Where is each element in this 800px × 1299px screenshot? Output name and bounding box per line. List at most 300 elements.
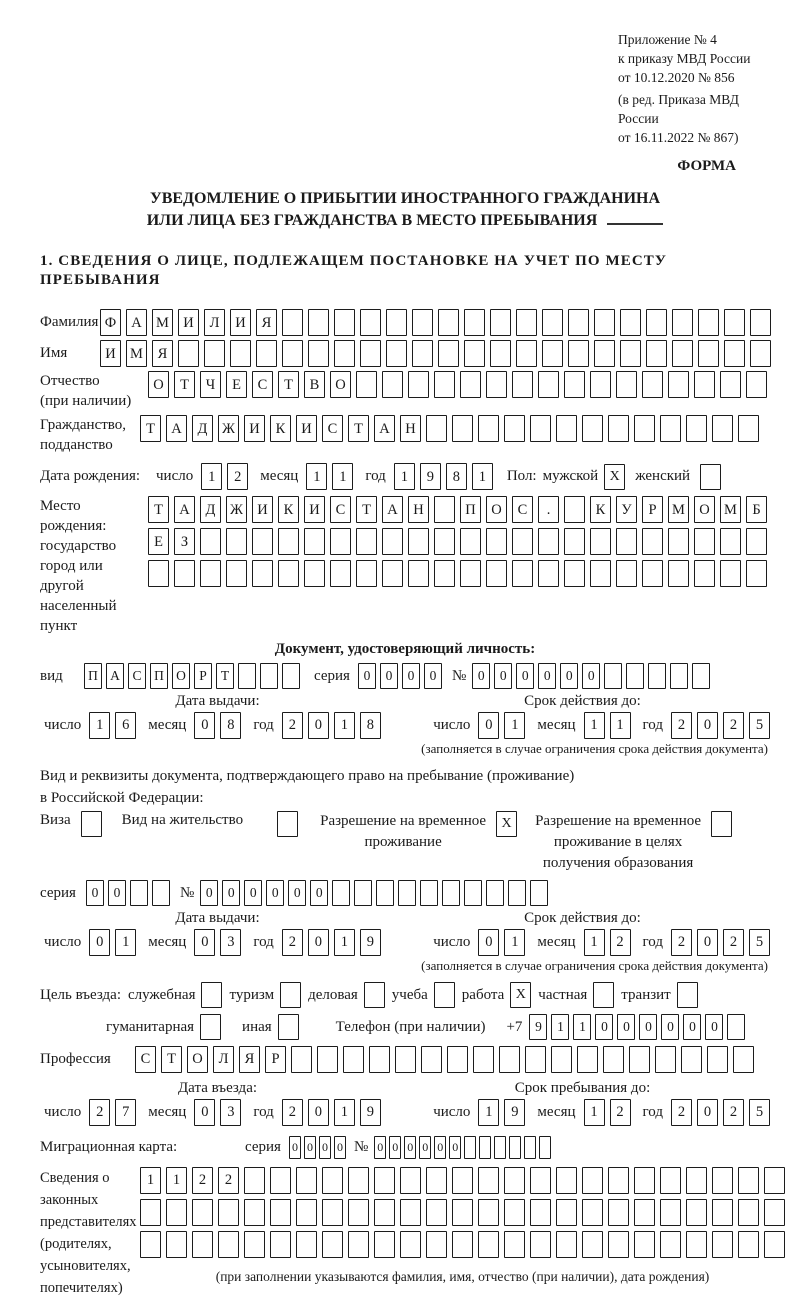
char-box[interactable]: [348, 1167, 369, 1194]
char-box[interactable]: 1: [551, 1014, 569, 1040]
char-box[interactable]: 7: [115, 1099, 136, 1126]
char-box[interactable]: [590, 528, 611, 555]
char-box[interactable]: [369, 1046, 390, 1073]
char-box[interactable]: Р: [265, 1046, 286, 1073]
char-box[interactable]: [564, 371, 585, 398]
char-box[interactable]: [322, 1231, 343, 1258]
char-box[interactable]: [524, 1136, 536, 1159]
char-box[interactable]: [332, 880, 350, 906]
char-box[interactable]: [174, 560, 195, 587]
char-box[interactable]: [426, 1167, 447, 1194]
purpose-humanitarian-checkbox[interactable]: [200, 1014, 221, 1040]
char-box[interactable]: [686, 1199, 707, 1226]
char-box[interactable]: [479, 1136, 491, 1159]
char-box[interactable]: Я: [239, 1046, 260, 1073]
char-box[interactable]: [291, 1046, 312, 1073]
char-box[interactable]: 0: [308, 712, 329, 739]
char-box[interactable]: [712, 1199, 733, 1226]
char-box[interactable]: [720, 371, 741, 398]
char-box[interactable]: [668, 528, 689, 555]
char-box[interactable]: К: [270, 415, 291, 442]
char-box[interactable]: [642, 371, 663, 398]
char-box[interactable]: [218, 1199, 239, 1226]
char-box[interactable]: [707, 1046, 728, 1073]
char-box[interactable]: [604, 663, 622, 689]
char-box[interactable]: 0: [449, 1136, 461, 1159]
char-box[interactable]: [686, 1167, 707, 1194]
char-box[interactable]: К: [278, 496, 299, 523]
char-box[interactable]: [499, 1046, 520, 1073]
char-box[interactable]: [442, 880, 460, 906]
char-box[interactable]: [764, 1199, 785, 1226]
char-box[interactable]: 8: [360, 712, 381, 739]
char-box[interactable]: [504, 1199, 525, 1226]
char-box[interactable]: И: [178, 309, 199, 336]
char-box[interactable]: [608, 1199, 629, 1226]
purpose-tourism-checkbox[interactable]: [280, 982, 301, 1008]
char-box[interactable]: [252, 528, 273, 555]
char-box[interactable]: [648, 663, 666, 689]
char-box[interactable]: 2: [89, 1099, 110, 1126]
char-box[interactable]: 2: [282, 712, 303, 739]
char-box[interactable]: [698, 309, 719, 336]
char-box[interactable]: [660, 415, 681, 442]
purpose-transit-checkbox[interactable]: [677, 982, 698, 1008]
char-box[interactable]: 0: [639, 1014, 657, 1040]
char-box[interactable]: [692, 663, 710, 689]
char-box[interactable]: [608, 1167, 629, 1194]
char-box[interactable]: [464, 309, 485, 336]
char-box[interactable]: [447, 1046, 468, 1073]
char-box[interactable]: Л: [204, 309, 225, 336]
char-box[interactable]: [270, 1231, 291, 1258]
char-box[interactable]: 0: [86, 880, 104, 906]
char-box[interactable]: 2: [218, 1167, 239, 1194]
char-box[interactable]: [408, 528, 429, 555]
char-box[interactable]: [478, 1231, 499, 1258]
char-box[interactable]: И: [100, 340, 121, 367]
char-box[interactable]: [508, 880, 526, 906]
char-box[interactable]: [490, 309, 511, 336]
char-box[interactable]: [360, 340, 381, 367]
purpose-other-checkbox[interactable]: [278, 1014, 299, 1040]
char-box[interactable]: 1: [306, 463, 327, 490]
char-box[interactable]: 0: [374, 1136, 386, 1159]
char-box[interactable]: [509, 1136, 521, 1159]
char-box[interactable]: П: [460, 496, 481, 523]
char-box[interactable]: [356, 371, 377, 398]
char-box[interactable]: С: [135, 1046, 156, 1073]
char-box[interactable]: [421, 1046, 442, 1073]
char-box[interactable]: [408, 560, 429, 587]
char-box[interactable]: Т: [216, 663, 234, 689]
char-box[interactable]: 0: [516, 663, 534, 689]
char-box[interactable]: [634, 1231, 655, 1258]
char-box[interactable]: 9: [420, 463, 441, 490]
char-box[interactable]: [642, 560, 663, 587]
char-box[interactable]: [296, 1199, 317, 1226]
char-box[interactable]: [568, 309, 589, 336]
char-box[interactable]: [282, 309, 303, 336]
char-box[interactable]: 1: [584, 929, 605, 956]
char-box[interactable]: 0: [434, 1136, 446, 1159]
char-box[interactable]: Ч: [200, 371, 221, 398]
char-box[interactable]: 1: [478, 1099, 499, 1126]
char-box[interactable]: И: [230, 309, 251, 336]
char-box[interactable]: 2: [723, 929, 744, 956]
char-box[interactable]: П: [150, 663, 168, 689]
char-box[interactable]: [556, 1199, 577, 1226]
char-box[interactable]: [226, 560, 247, 587]
char-box[interactable]: [178, 340, 199, 367]
char-box[interactable]: 0: [697, 1099, 718, 1126]
char-box[interactable]: 2: [610, 929, 631, 956]
char-box[interactable]: [166, 1199, 187, 1226]
char-box[interactable]: [452, 1167, 473, 1194]
purpose-study-checkbox[interactable]: [434, 982, 455, 1008]
char-box[interactable]: [616, 560, 637, 587]
char-box[interactable]: [473, 1046, 494, 1073]
char-box[interactable]: [542, 340, 563, 367]
char-box[interactable]: [398, 880, 416, 906]
char-box[interactable]: [296, 1167, 317, 1194]
char-box[interactable]: [616, 528, 637, 555]
char-box[interactable]: [438, 309, 459, 336]
char-box[interactable]: [660, 1199, 681, 1226]
char-box[interactable]: 1: [584, 1099, 605, 1126]
temp-residence-checkbox[interactable]: X: [496, 811, 517, 837]
char-box[interactable]: [712, 415, 733, 442]
char-box[interactable]: М: [126, 340, 147, 367]
char-box[interactable]: 0: [334, 1136, 346, 1159]
char-box[interactable]: А: [106, 663, 124, 689]
char-box[interactable]: [750, 340, 771, 367]
char-box[interactable]: [434, 496, 455, 523]
char-box[interactable]: 0: [424, 663, 442, 689]
char-box[interactable]: [478, 1167, 499, 1194]
char-box[interactable]: А: [166, 415, 187, 442]
char-box[interactable]: [582, 415, 603, 442]
char-box[interactable]: И: [304, 496, 325, 523]
char-box[interactable]: [551, 1046, 572, 1073]
char-box[interactable]: [626, 663, 644, 689]
char-box[interactable]: 1: [332, 463, 353, 490]
char-box[interactable]: [412, 340, 433, 367]
char-box[interactable]: [564, 528, 585, 555]
char-box[interactable]: 0: [705, 1014, 723, 1040]
char-box[interactable]: 0: [108, 880, 126, 906]
char-box[interactable]: [608, 415, 629, 442]
char-box[interactable]: 0: [304, 1136, 316, 1159]
char-box[interactable]: [530, 1199, 551, 1226]
char-box[interactable]: [192, 1199, 213, 1226]
char-box[interactable]: [400, 1231, 421, 1258]
char-box[interactable]: [460, 560, 481, 587]
char-box[interactable]: [556, 1167, 577, 1194]
char-box[interactable]: З: [174, 528, 195, 555]
char-box[interactable]: Т: [148, 496, 169, 523]
char-box[interactable]: [356, 560, 377, 587]
char-box[interactable]: [478, 1199, 499, 1226]
char-box[interactable]: 5: [749, 1099, 770, 1126]
sex-female-checkbox[interactable]: [700, 464, 721, 490]
char-box[interactable]: [646, 309, 667, 336]
char-box[interactable]: [395, 1046, 416, 1073]
char-box[interactable]: 1: [610, 712, 631, 739]
char-box[interactable]: 2: [282, 1099, 303, 1126]
char-box[interactable]: [244, 1199, 265, 1226]
char-box[interactable]: [400, 1199, 421, 1226]
char-box[interactable]: [452, 1231, 473, 1258]
char-box[interactable]: [530, 1167, 551, 1194]
char-box[interactable]: [434, 528, 455, 555]
char-box[interactable]: [681, 1046, 702, 1073]
char-box[interactable]: [218, 1231, 239, 1258]
char-box[interactable]: [464, 880, 482, 906]
char-box[interactable]: Р: [642, 496, 663, 523]
char-box[interactable]: [426, 1199, 447, 1226]
char-box[interactable]: [516, 309, 537, 336]
char-box[interactable]: О: [172, 663, 190, 689]
char-box[interactable]: [460, 528, 481, 555]
char-box[interactable]: [590, 371, 611, 398]
char-box[interactable]: 1: [584, 712, 605, 739]
char-box[interactable]: [374, 1167, 395, 1194]
char-box[interactable]: 0: [380, 663, 398, 689]
char-box[interactable]: М: [668, 496, 689, 523]
char-box[interactable]: [746, 560, 767, 587]
char-box[interactable]: [733, 1046, 754, 1073]
char-box[interactable]: [330, 560, 351, 587]
char-box[interactable]: К: [590, 496, 611, 523]
char-box[interactable]: [577, 1046, 598, 1073]
char-box[interactable]: 0: [661, 1014, 679, 1040]
char-box[interactable]: [374, 1231, 395, 1258]
char-box[interactable]: [738, 1231, 759, 1258]
char-box[interactable]: 1: [334, 1099, 355, 1126]
char-box[interactable]: [616, 371, 637, 398]
char-box[interactable]: [322, 1167, 343, 1194]
char-box[interactable]: [538, 528, 559, 555]
char-box[interactable]: [556, 1231, 577, 1258]
char-box[interactable]: [192, 1231, 213, 1258]
char-box[interactable]: 2: [671, 712, 692, 739]
char-box[interactable]: [374, 1199, 395, 1226]
char-box[interactable]: Л: [213, 1046, 234, 1073]
char-box[interactable]: Ж: [226, 496, 247, 523]
char-box[interactable]: [354, 880, 372, 906]
char-box[interactable]: [464, 340, 485, 367]
char-box[interactable]: [282, 340, 303, 367]
char-box[interactable]: 0: [308, 1099, 329, 1126]
char-box[interactable]: 2: [671, 929, 692, 956]
char-box[interactable]: 0: [402, 663, 420, 689]
char-box[interactable]: Ж: [218, 415, 239, 442]
char-box[interactable]: С: [252, 371, 273, 398]
char-box[interactable]: [486, 371, 507, 398]
char-box[interactable]: А: [374, 415, 395, 442]
char-box[interactable]: .: [538, 496, 559, 523]
char-box[interactable]: О: [694, 496, 715, 523]
char-box[interactable]: [629, 1046, 650, 1073]
char-box[interactable]: 0: [266, 880, 284, 906]
char-box[interactable]: [486, 528, 507, 555]
char-box[interactable]: [420, 880, 438, 906]
char-box[interactable]: [356, 528, 377, 555]
char-box[interactable]: [238, 663, 256, 689]
purpose-business-checkbox[interactable]: [364, 982, 385, 1008]
char-box[interactable]: 2: [282, 929, 303, 956]
char-box[interactable]: [720, 528, 741, 555]
char-box[interactable]: 0: [494, 663, 512, 689]
char-box[interactable]: [738, 1167, 759, 1194]
purpose-work-checkbox[interactable]: X: [510, 982, 531, 1008]
char-box[interactable]: [148, 560, 169, 587]
char-box[interactable]: [672, 340, 693, 367]
char-box[interactable]: [660, 1231, 681, 1258]
purpose-official-checkbox[interactable]: [201, 982, 222, 1008]
char-box[interactable]: 3: [220, 1099, 241, 1126]
char-box[interactable]: [244, 1167, 265, 1194]
char-box[interactable]: [694, 560, 715, 587]
char-box[interactable]: 0: [697, 712, 718, 739]
char-box[interactable]: 1: [394, 463, 415, 490]
char-box[interactable]: [226, 528, 247, 555]
char-box[interactable]: [376, 880, 394, 906]
char-box[interactable]: 0: [358, 663, 376, 689]
char-box[interactable]: [686, 1231, 707, 1258]
char-box[interactable]: [568, 340, 589, 367]
char-box[interactable]: [252, 560, 273, 587]
char-box[interactable]: 1: [140, 1167, 161, 1194]
char-box[interactable]: [382, 371, 403, 398]
char-box[interactable]: [386, 340, 407, 367]
char-box[interactable]: [360, 309, 381, 336]
char-box[interactable]: 1: [504, 929, 525, 956]
char-box[interactable]: А: [126, 309, 147, 336]
char-box[interactable]: [478, 415, 499, 442]
char-box[interactable]: Ф: [100, 309, 121, 336]
char-box[interactable]: 0: [310, 880, 328, 906]
char-box[interactable]: 0: [194, 1099, 215, 1126]
char-box[interactable]: [512, 371, 533, 398]
char-box[interactable]: [556, 415, 577, 442]
char-box[interactable]: [296, 1231, 317, 1258]
char-box[interactable]: 0: [560, 663, 578, 689]
char-box[interactable]: Т: [161, 1046, 182, 1073]
char-box[interactable]: Я: [152, 340, 173, 367]
char-box[interactable]: 8: [220, 712, 241, 739]
char-box[interactable]: [539, 1136, 551, 1159]
char-box[interactable]: Н: [408, 496, 429, 523]
residence-permit-checkbox[interactable]: [277, 811, 298, 837]
char-box[interactable]: 0: [419, 1136, 431, 1159]
char-box[interactable]: [270, 1167, 291, 1194]
char-box[interactable]: 0: [595, 1014, 613, 1040]
char-box[interactable]: [308, 340, 329, 367]
char-box[interactable]: 1: [115, 929, 136, 956]
char-box[interactable]: [512, 560, 533, 587]
char-box[interactable]: [694, 528, 715, 555]
char-box[interactable]: [348, 1199, 369, 1226]
char-box[interactable]: Р: [194, 663, 212, 689]
visa-checkbox[interactable]: [81, 811, 102, 837]
char-box[interactable]: [334, 340, 355, 367]
char-box[interactable]: [330, 528, 351, 555]
char-box[interactable]: 9: [360, 1099, 381, 1126]
char-box[interactable]: С: [512, 496, 533, 523]
char-box[interactable]: [278, 528, 299, 555]
char-box[interactable]: [408, 371, 429, 398]
char-box[interactable]: 2: [671, 1099, 692, 1126]
char-box[interactable]: [486, 880, 504, 906]
char-box[interactable]: [304, 528, 325, 555]
char-box[interactable]: О: [148, 371, 169, 398]
char-box[interactable]: Я: [256, 309, 277, 336]
char-box[interactable]: 0: [697, 929, 718, 956]
char-box[interactable]: 9: [504, 1099, 525, 1126]
char-box[interactable]: 5: [749, 712, 770, 739]
char-box[interactable]: [646, 340, 667, 367]
char-box[interactable]: Д: [192, 415, 213, 442]
char-box[interactable]: [686, 415, 707, 442]
char-box[interactable]: [694, 371, 715, 398]
char-box[interactable]: [538, 371, 559, 398]
char-box[interactable]: 0: [478, 929, 499, 956]
char-box[interactable]: [670, 663, 688, 689]
char-box[interactable]: В: [304, 371, 325, 398]
char-box[interactable]: [516, 340, 537, 367]
char-box[interactable]: [668, 560, 689, 587]
char-box[interactable]: [343, 1046, 364, 1073]
char-box[interactable]: [698, 340, 719, 367]
char-box[interactable]: [260, 663, 278, 689]
char-box[interactable]: 0: [194, 712, 215, 739]
char-box[interactable]: М: [720, 496, 741, 523]
char-box[interactable]: [130, 880, 148, 906]
char-box[interactable]: [166, 1231, 187, 1258]
char-box[interactable]: 0: [389, 1136, 401, 1159]
char-box[interactable]: 1: [166, 1167, 187, 1194]
char-box[interactable]: [270, 1199, 291, 1226]
char-box[interactable]: Т: [348, 415, 369, 442]
char-box[interactable]: [317, 1046, 338, 1073]
char-box[interactable]: [538, 560, 559, 587]
char-box[interactable]: 1: [334, 712, 355, 739]
char-box[interactable]: 3: [220, 929, 241, 956]
char-box[interactable]: Е: [148, 528, 169, 555]
char-box[interactable]: [438, 340, 459, 367]
char-box[interactable]: [140, 1199, 161, 1226]
char-box[interactable]: 0: [538, 663, 556, 689]
char-box[interactable]: [594, 340, 615, 367]
char-box[interactable]: 0: [404, 1136, 416, 1159]
char-box[interactable]: [738, 1199, 759, 1226]
char-box[interactable]: [504, 1167, 525, 1194]
char-box[interactable]: Т: [174, 371, 195, 398]
char-box[interactable]: С: [322, 415, 343, 442]
char-box[interactable]: 6: [115, 712, 136, 739]
char-box[interactable]: [608, 1231, 629, 1258]
char-box[interactable]: 5: [749, 929, 770, 956]
char-box[interactable]: 0: [89, 929, 110, 956]
char-box[interactable]: [490, 340, 511, 367]
char-box[interactable]: [382, 560, 403, 587]
char-box[interactable]: Т: [140, 415, 161, 442]
char-box[interactable]: [400, 1167, 421, 1194]
char-box[interactable]: [304, 560, 325, 587]
char-box[interactable]: [590, 560, 611, 587]
